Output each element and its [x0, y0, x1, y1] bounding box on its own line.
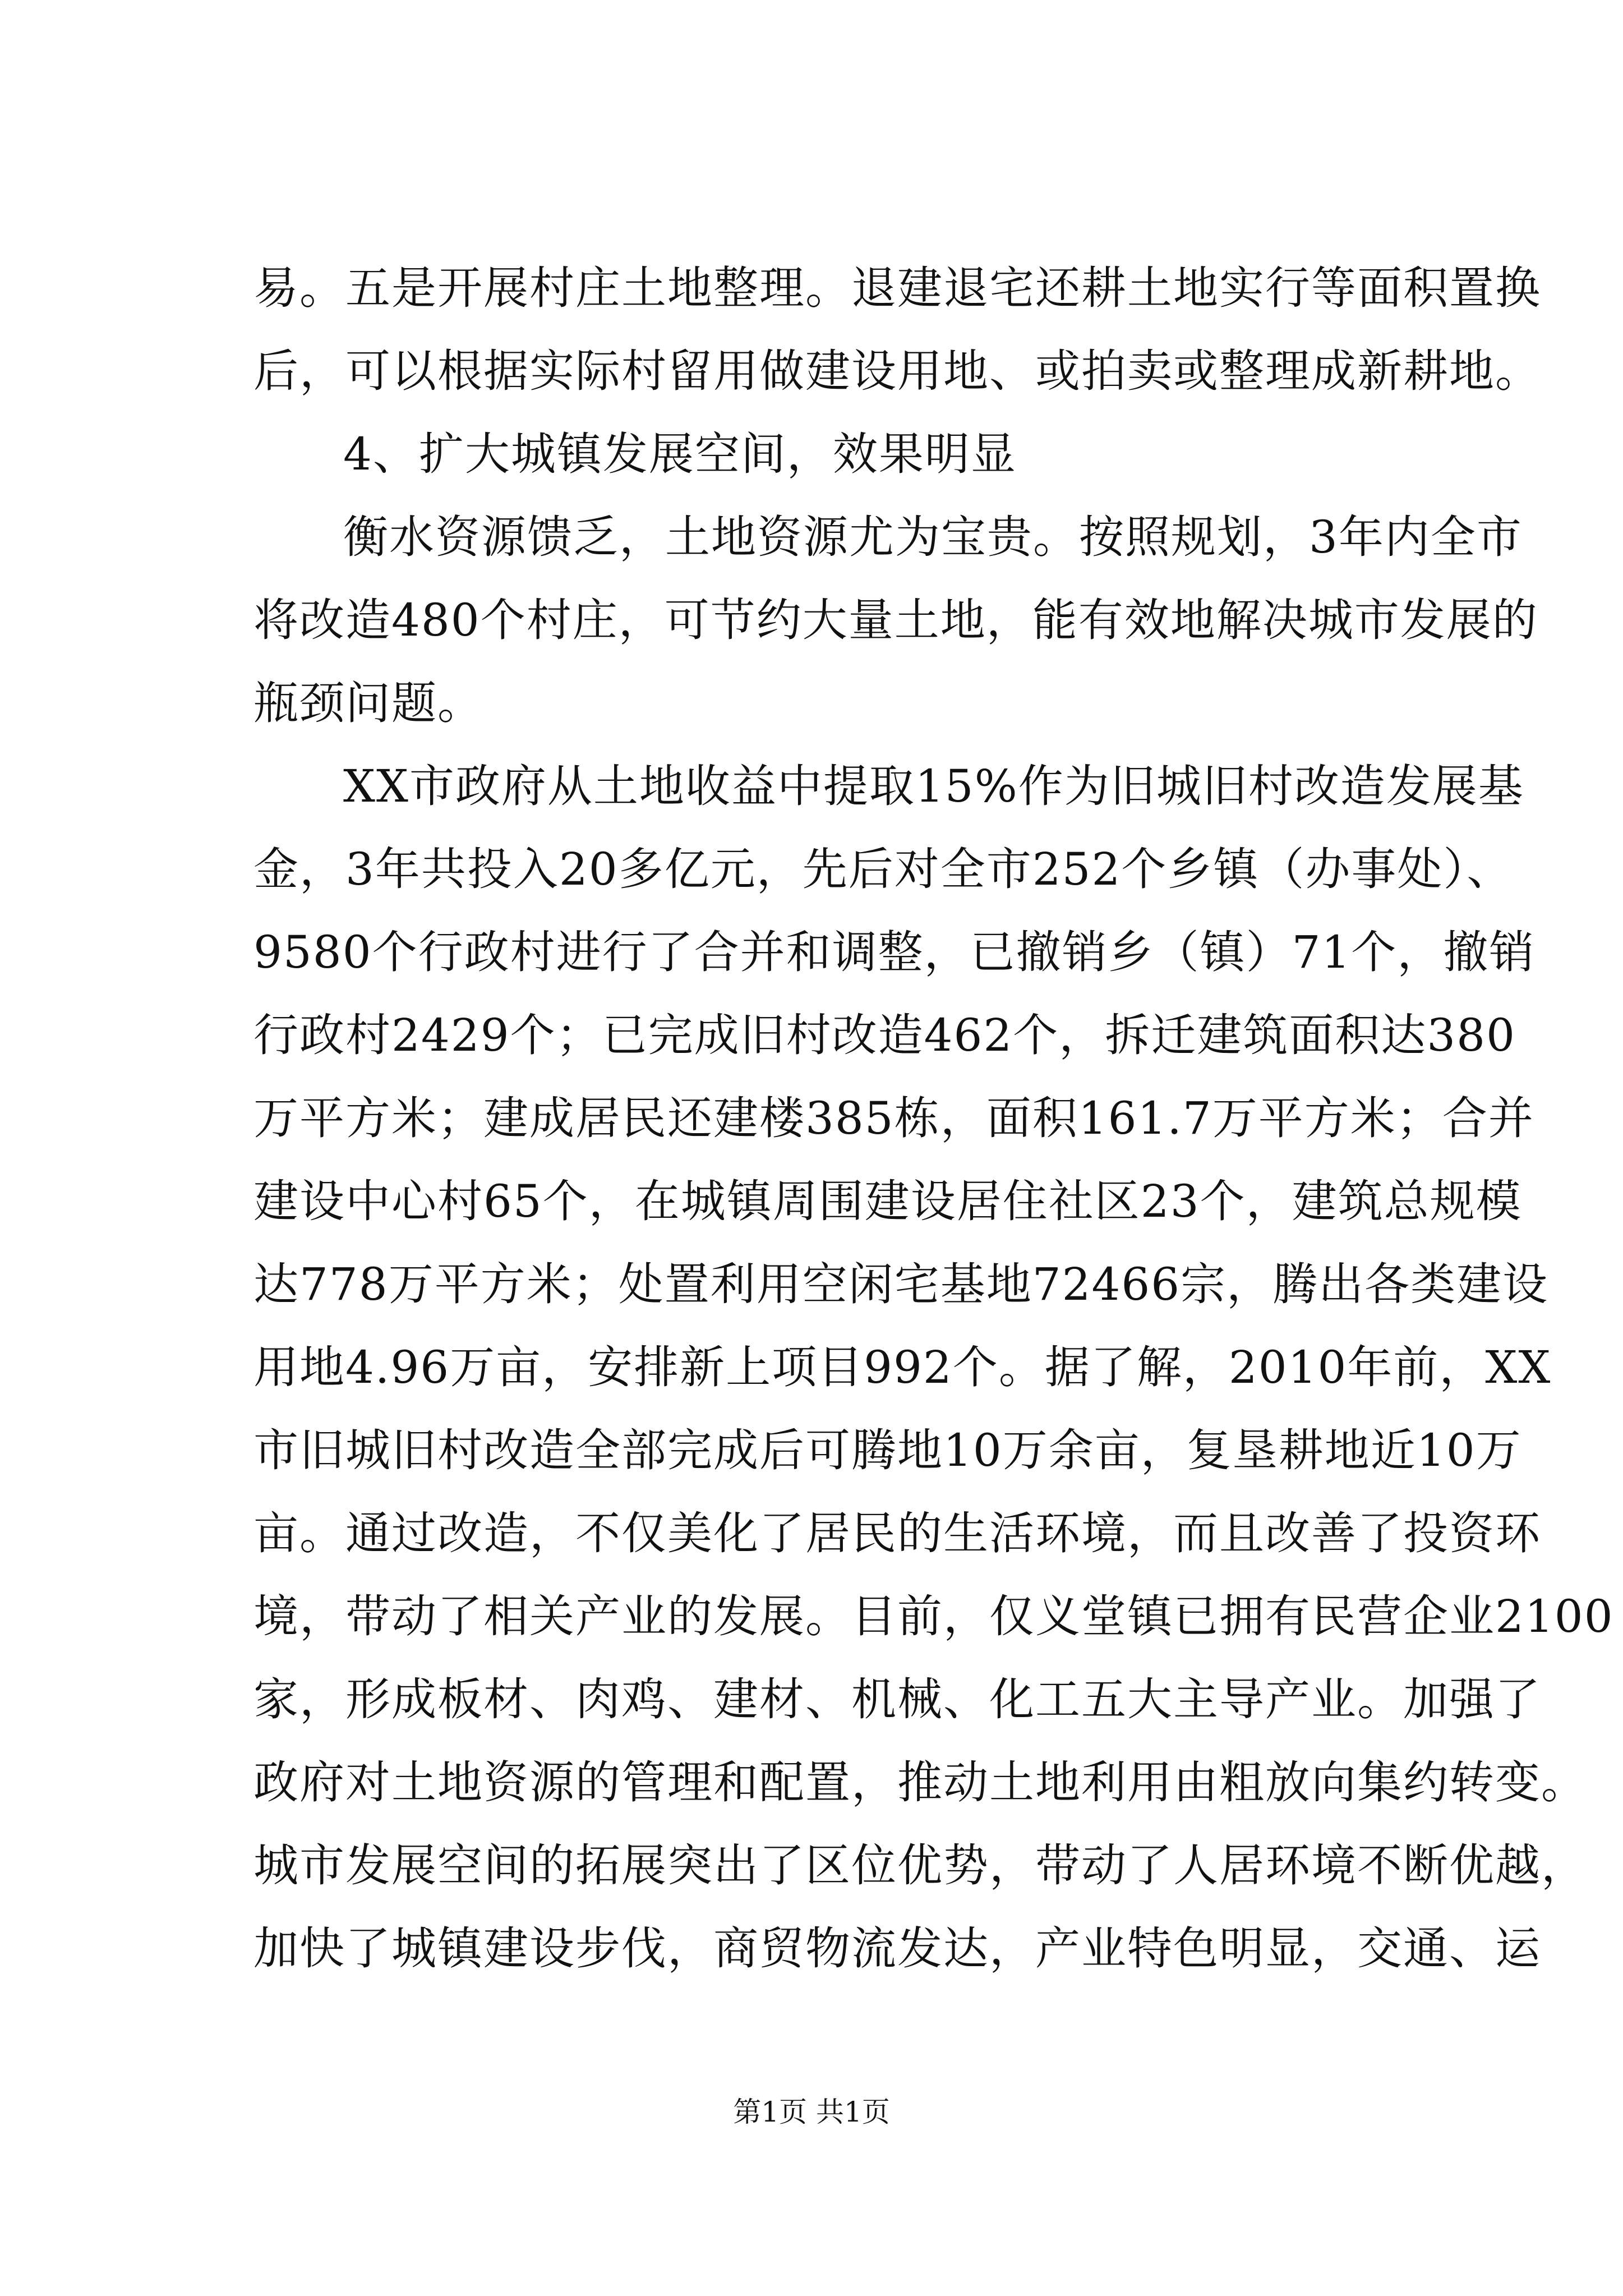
text-line: XX市政府从土地收益中提取15%作为旧城旧村改造发展基 — [343, 760, 1524, 812]
text-line: 境，带动了相关产业的发展。目前，仅义堂镇已拥有民营企业2100 — [253, 1590, 1614, 1642]
text-line: 金，3年共投入20多亿元，先后对全市252个乡镇（办事处）、 — [253, 843, 1513, 895]
text-line: 万平方米；建成居民还建楼385栋，面积161.7万平方米；合并 — [253, 1092, 1534, 1144]
document-body — [253, 247, 1614, 1990]
text-line: 行政村2429个；已完成旧村改造462个，拆迁建筑面积达380 — [253, 1009, 1516, 1061]
text-line: 瓶颈问题。 — [253, 677, 483, 729]
text-line: 将改造480个村庄，可节约大量土地，能有效地解决城市发展的 — [253, 594, 1538, 646]
text-line: 9580个行政村进行了合并和调整，已撤销乡（镇）71个，撤销 — [253, 926, 1536, 978]
text-line: 易。五是开展村庄土地整理。退建退宅还耕土地实行等面积置换 — [253, 262, 1541, 314]
text-line: 家，形成板材、肉鸡、建材、机械、化工五大主导产业。加强了 — [253, 1673, 1541, 1726]
text-line: 衡水资源馈乏，土地资源尤为宝贵。按照规划，3年内全市 — [343, 511, 1523, 563]
text-line: 用地4.96万亩，安排新上项目992个。据了解，2010年前，XX — [253, 1341, 1552, 1393]
section-heading: 4、扩大城镇发展空间，效果明显 — [343, 428, 1017, 480]
text-line: 达778万平方米；处置利用空闲宅基地72466宗，腾出各类建设 — [253, 1258, 1549, 1310]
page-footer: 第1页 共1页 — [733, 2096, 890, 2128]
text-line: 政府对土地资源的管理和配置，推动土地利用由粗放向集约转变。 — [253, 1756, 1587, 1809]
text-line: 建设中心村65个，在城镇周围建设居住社区23个，建筑总规模 — [253, 1175, 1522, 1227]
text-line: 亩。通过改造，不仅美化了居民的生活环境，而且改善了投资环 — [253, 1507, 1541, 1559]
text-line: 加快了城镇建设步伐，商贸物流发达，产业特色明显，交通、运 — [253, 1922, 1541, 1975]
text-line: 市旧城旧村改造全部完成后可腾地10万余亩，复垦耕地近10万 — [253, 1424, 1522, 1476]
text-line: 后，可以根据实际村留用做建设用地、或拍卖或整理成新耕地。 — [253, 345, 1541, 397]
text-line: 城市发展空间的拓展突出了区位优势，带动了人居环境不断优越， — [253, 1839, 1587, 1892]
